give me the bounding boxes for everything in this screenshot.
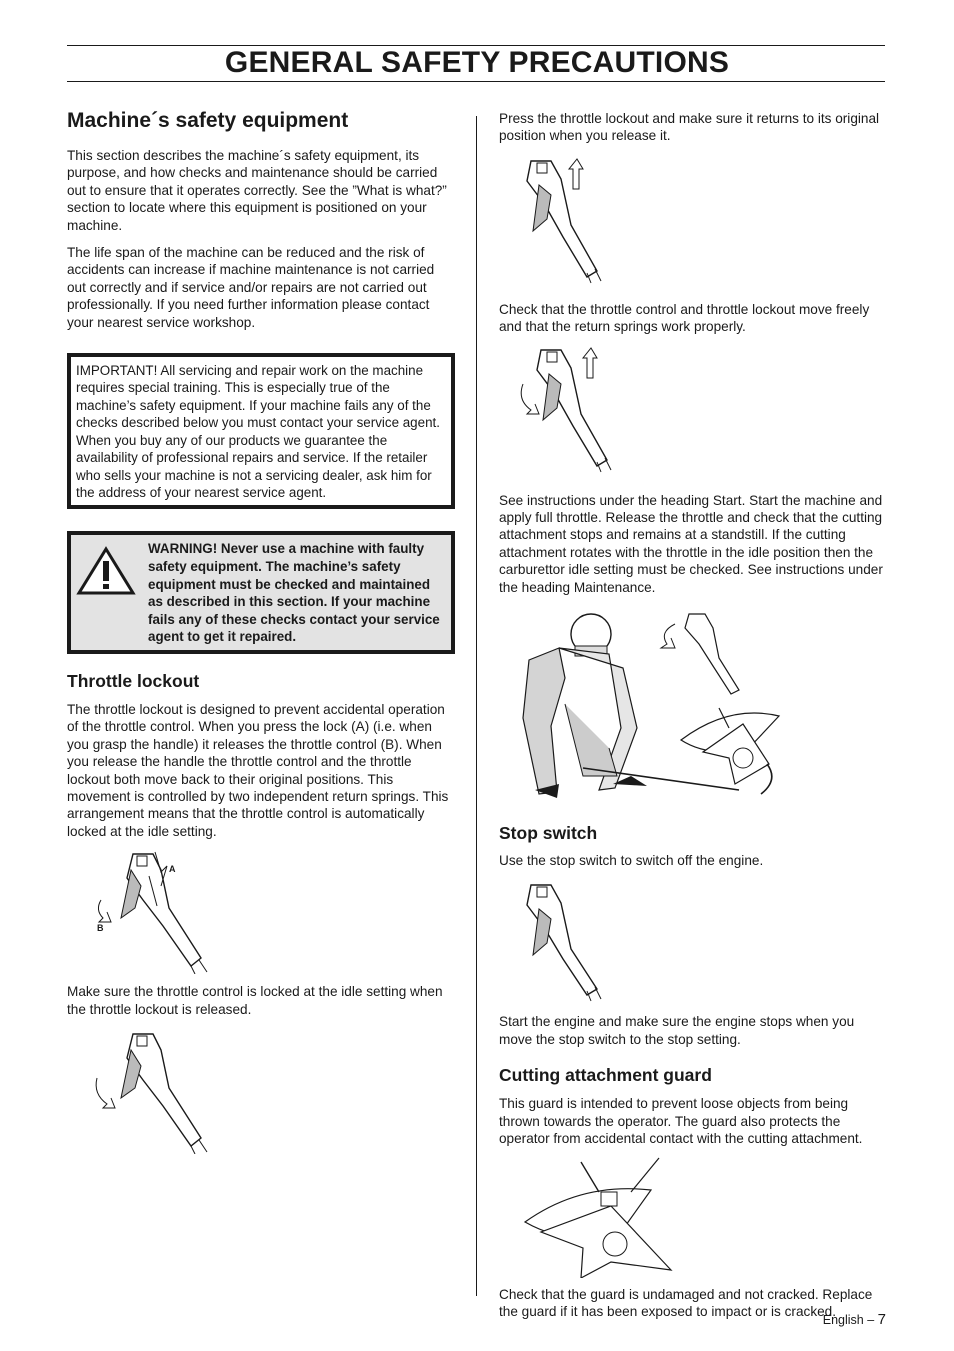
intro-paragraph-2: The life span of the machine can be reduced and the risk of accidents can increase if machine maintenance is not carried out correctly and if service and/or repairs are not carried out professionally. If you need further information please contact your nearest service workshop. <box>67 245 435 330</box>
left-column <box>67 108 455 1158</box>
page-footer <box>823 1311 886 1328</box>
figure-label-b: B <box>97 923 104 934</box>
lockout-return-figure <box>499 155 887 293</box>
throttle-idle-figure <box>67 1028 455 1158</box>
figure-label-a: A <box>169 864 176 875</box>
stop-switch-figure <box>499 879 887 1009</box>
section-heading: Machine´s safety equipment <box>67 109 349 132</box>
intro-paragraph-1: This section describes the machine´s safety equipment, its purpose, and how checks and maintenance should be carried out to ensure that it operates correctly. See the ”What is what?” section to locate where this equipment is positioned on your machine. <box>67 148 447 233</box>
warning-triangle-icon <box>76 540 140 646</box>
throttle-lockout-paragraph: The throttle lockout is designed to prevent accidental operation of the throttle control. When you press the lock (A) (i.e. when you grasp the handle) it releases the throttle control (B). When you release the handle the throttle control and the throttle lockout both move back to their original positions. This movement is controlled by two independent return springs. This arrangement means that the throttle control is automatically locked at the idle setting. <box>67 701 449 839</box>
footer-language: English <box>822 1313 864 1327</box>
cutting-guard-paragraph: This guard is intended to prevent loose objects from being thrown towards the operator. The guard also protects the operator from accidental contact with the cutting attachment. <box>499 1096 863 1147</box>
guard-damage-paragraph: Check that the guard is undamaged and not cracked. Replace the guard if it has been exposed to impact or is cracked. <box>499 1286 873 1319</box>
right-column <box>499 108 887 1320</box>
footer-dash: – <box>867 1313 875 1327</box>
stop-setting-paragraph: Start the engine and make sure the engine stops when you move the stop switch to the stop setting. <box>499 1014 855 1047</box>
throttle-lockout-figure <box>67 848 455 978</box>
page-title: GENERAL SAFETY PRECAUTIONS <box>224 46 730 79</box>
full-throttle-paragraph: See instructions under the heading Start. Start the machine and apply full throttle. Release the throttle and check that the cutting attachment stops and remains at a standstill. If the cutting attachment rotates with the throttle in the idle position then the carburettor idle setting must be checked. See instructions under the heading Maintenance. <box>499 492 883 595</box>
operator-figure <box>499 608 887 808</box>
title-rule <box>67 81 885 82</box>
throttle-lockout-heading: Throttle lockout <box>67 670 200 691</box>
warning-box <box>67 531 455 654</box>
lockout-return-paragraph: Press the throttle lockout and make sure it returns to its original position when you release it. <box>499 111 880 144</box>
cutting-guard-figure <box>499 1152 887 1282</box>
page-number: 7 <box>877 1311 886 1328</box>
idle-setting-paragraph: Make sure the throttle control is locked at the idle setting when the throttle lockout is released. <box>67 984 443 1017</box>
free-movement-paragraph: Check that the throttle control and throttle lockout move freely and that the return springs work properly. <box>499 301 870 335</box>
free-movement-figure <box>499 344 887 484</box>
warning-text: WARNING! Never use a machine with faulty safety equipment. The machine’s safety equipment must be checked and maintained as described in this section. If your machine fails any of these checks contact your service agent to get it repaired. <box>148 541 440 645</box>
cutting-guard-heading: Cutting attachment guard <box>499 1065 712 1086</box>
important-notice-text: IMPORTANT! All servicing and repair work on the machine requires special training. This is especially true of the machine’s safety equipment. If your machine fails any of the checks described below you must contact your service agent. When you buy any of our products we guarantee the availability of professional repairs and service. If the retailer who sells your machine is not a servicing dealer, ask him for the address of your nearest service agent. <box>76 363 440 500</box>
column-divider <box>476 116 477 1296</box>
important-notice-box <box>67 353 455 509</box>
stop-switch-paragraph: Use the stop switch to switch off the engine. <box>499 853 764 869</box>
stop-switch-heading: Stop switch <box>499 823 598 844</box>
